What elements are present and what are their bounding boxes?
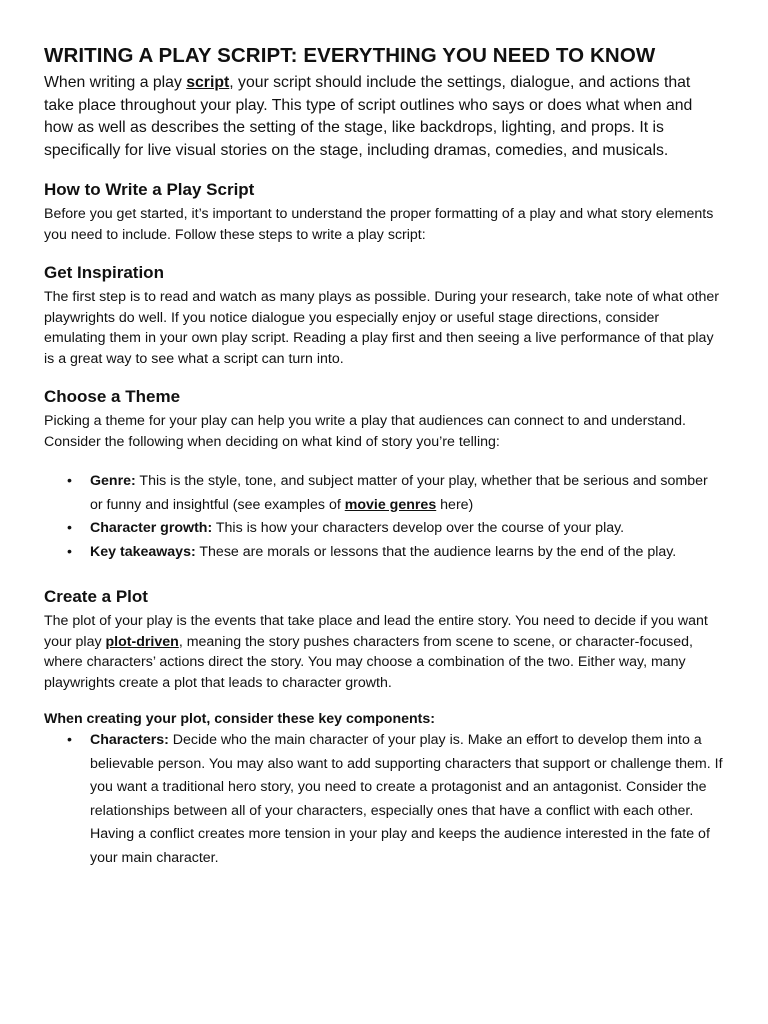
bullet-text: This is the style, tone, and subject matter of your play, whether that be serious and somber or funny and insightful (see examples of <box>90 473 708 513</box>
plot-bullet-list <box>44 729 724 870</box>
script-link[interactable]: script <box>186 74 230 91</box>
section-inspiration <box>44 262 724 369</box>
bullet-icon: • <box>67 473 72 489</box>
section-theme <box>44 386 724 564</box>
plot-driven-link[interactable]: plot-driven <box>105 633 179 650</box>
section-how-to <box>44 179 724 245</box>
intro-text-start: When writing a play <box>44 74 187 91</box>
plot-text-start: The plot of your play is the events that take place and lead the entire story. You need to decide if you want your play <box>44 613 708 650</box>
components-heading: When creating your plot, consider these key components: <box>44 711 436 727</box>
movie-genres-link[interactable]: movie genres <box>344 496 437 513</box>
section-plot <box>44 586 724 870</box>
section-text-how-to: Before you get started, it’s important to understand the proper formatting of a play and what story elements you need to include. Follow these steps to write a play script: <box>44 206 714 243</box>
bullet-text: These are morals or lessons that the audience learns by the end of the play. <box>195 543 677 560</box>
intro-text-end: , your script should include the settings, dialogue, and actions that take place throughout your play. This type of script outlines who says or does what when and how as well as describes the setting of the stage, like backdrops, lighting, and props. It is specifically for live visual stories on the stage, including dramas, comedies, and musicals. <box>44 74 693 159</box>
bullet-label: Genre: <box>90 473 136 489</box>
bullet-icon: • <box>67 520 72 536</box>
section-text-theme: Picking a theme for your play can help you write a play that audiences can connect to and understand. Consider the following when deciding on what kind of story you’re telling: <box>44 413 686 450</box>
list-item-character-growth <box>44 517 724 541</box>
bullet-icon: • <box>67 732 72 748</box>
theme-bullet-list <box>44 470 724 564</box>
section-heading-theme: Choose a Theme <box>44 387 181 406</box>
bullet-text: Decide who the main character of your play is. Make an effort to develop them into a believable person. You may also want to add supporting characters that support or challenge them. If you want a traditional hero story, you need to create a protagonist and an antagonist. Consider the relationships between all of your characters, especially ones that have a conflict with each other. Having a conflict creates more tension in your play and keeps the audience interested in the fate of your main character. <box>90 732 723 866</box>
section-text-inspiration: The first step is to read and watch as many plays as possible. During your research, take note of what other playwrights do well. If you notice dialogue you especially enjoy or useful stage directions, consider emulating them in your own play script. Reading a play first and then seeing a live performance of that play is a great way to see what a script can turn into. <box>44 289 720 367</box>
bullet-label: Key takeaways: <box>90 543 196 560</box>
section-heading-inspiration: Get Inspiration <box>44 263 164 282</box>
intro-paragraph <box>44 72 724 162</box>
bullet-text: This is how your characters develop over the course of your play. <box>212 520 625 536</box>
bullet-label: Characters: <box>90 732 169 748</box>
section-heading-how-to: How to Write a Play Script <box>44 180 255 199</box>
list-item-genre <box>44 470 724 517</box>
section-heading-plot: Create a Plot <box>44 587 148 606</box>
bullet-icon: • <box>67 543 72 560</box>
section-text-plot <box>44 611 724 693</box>
plot-text-end: , meaning the story pushes characters from scene to scene, or character-focused, where characters’ actions direct the story. You may choose a combination of the two. Either way, many playwrights create a plot that leads to character growth. <box>44 633 693 691</box>
list-item-characters <box>44 729 724 870</box>
bullet-text-end: here) <box>436 496 474 513</box>
list-item-key-takeaways <box>44 541 724 565</box>
bullet-label: Character growth: <box>90 520 213 536</box>
page-title: WRITING A PLAY SCRIPT: EVERYTHING YOU NEED TO KNOW <box>44 44 656 67</box>
